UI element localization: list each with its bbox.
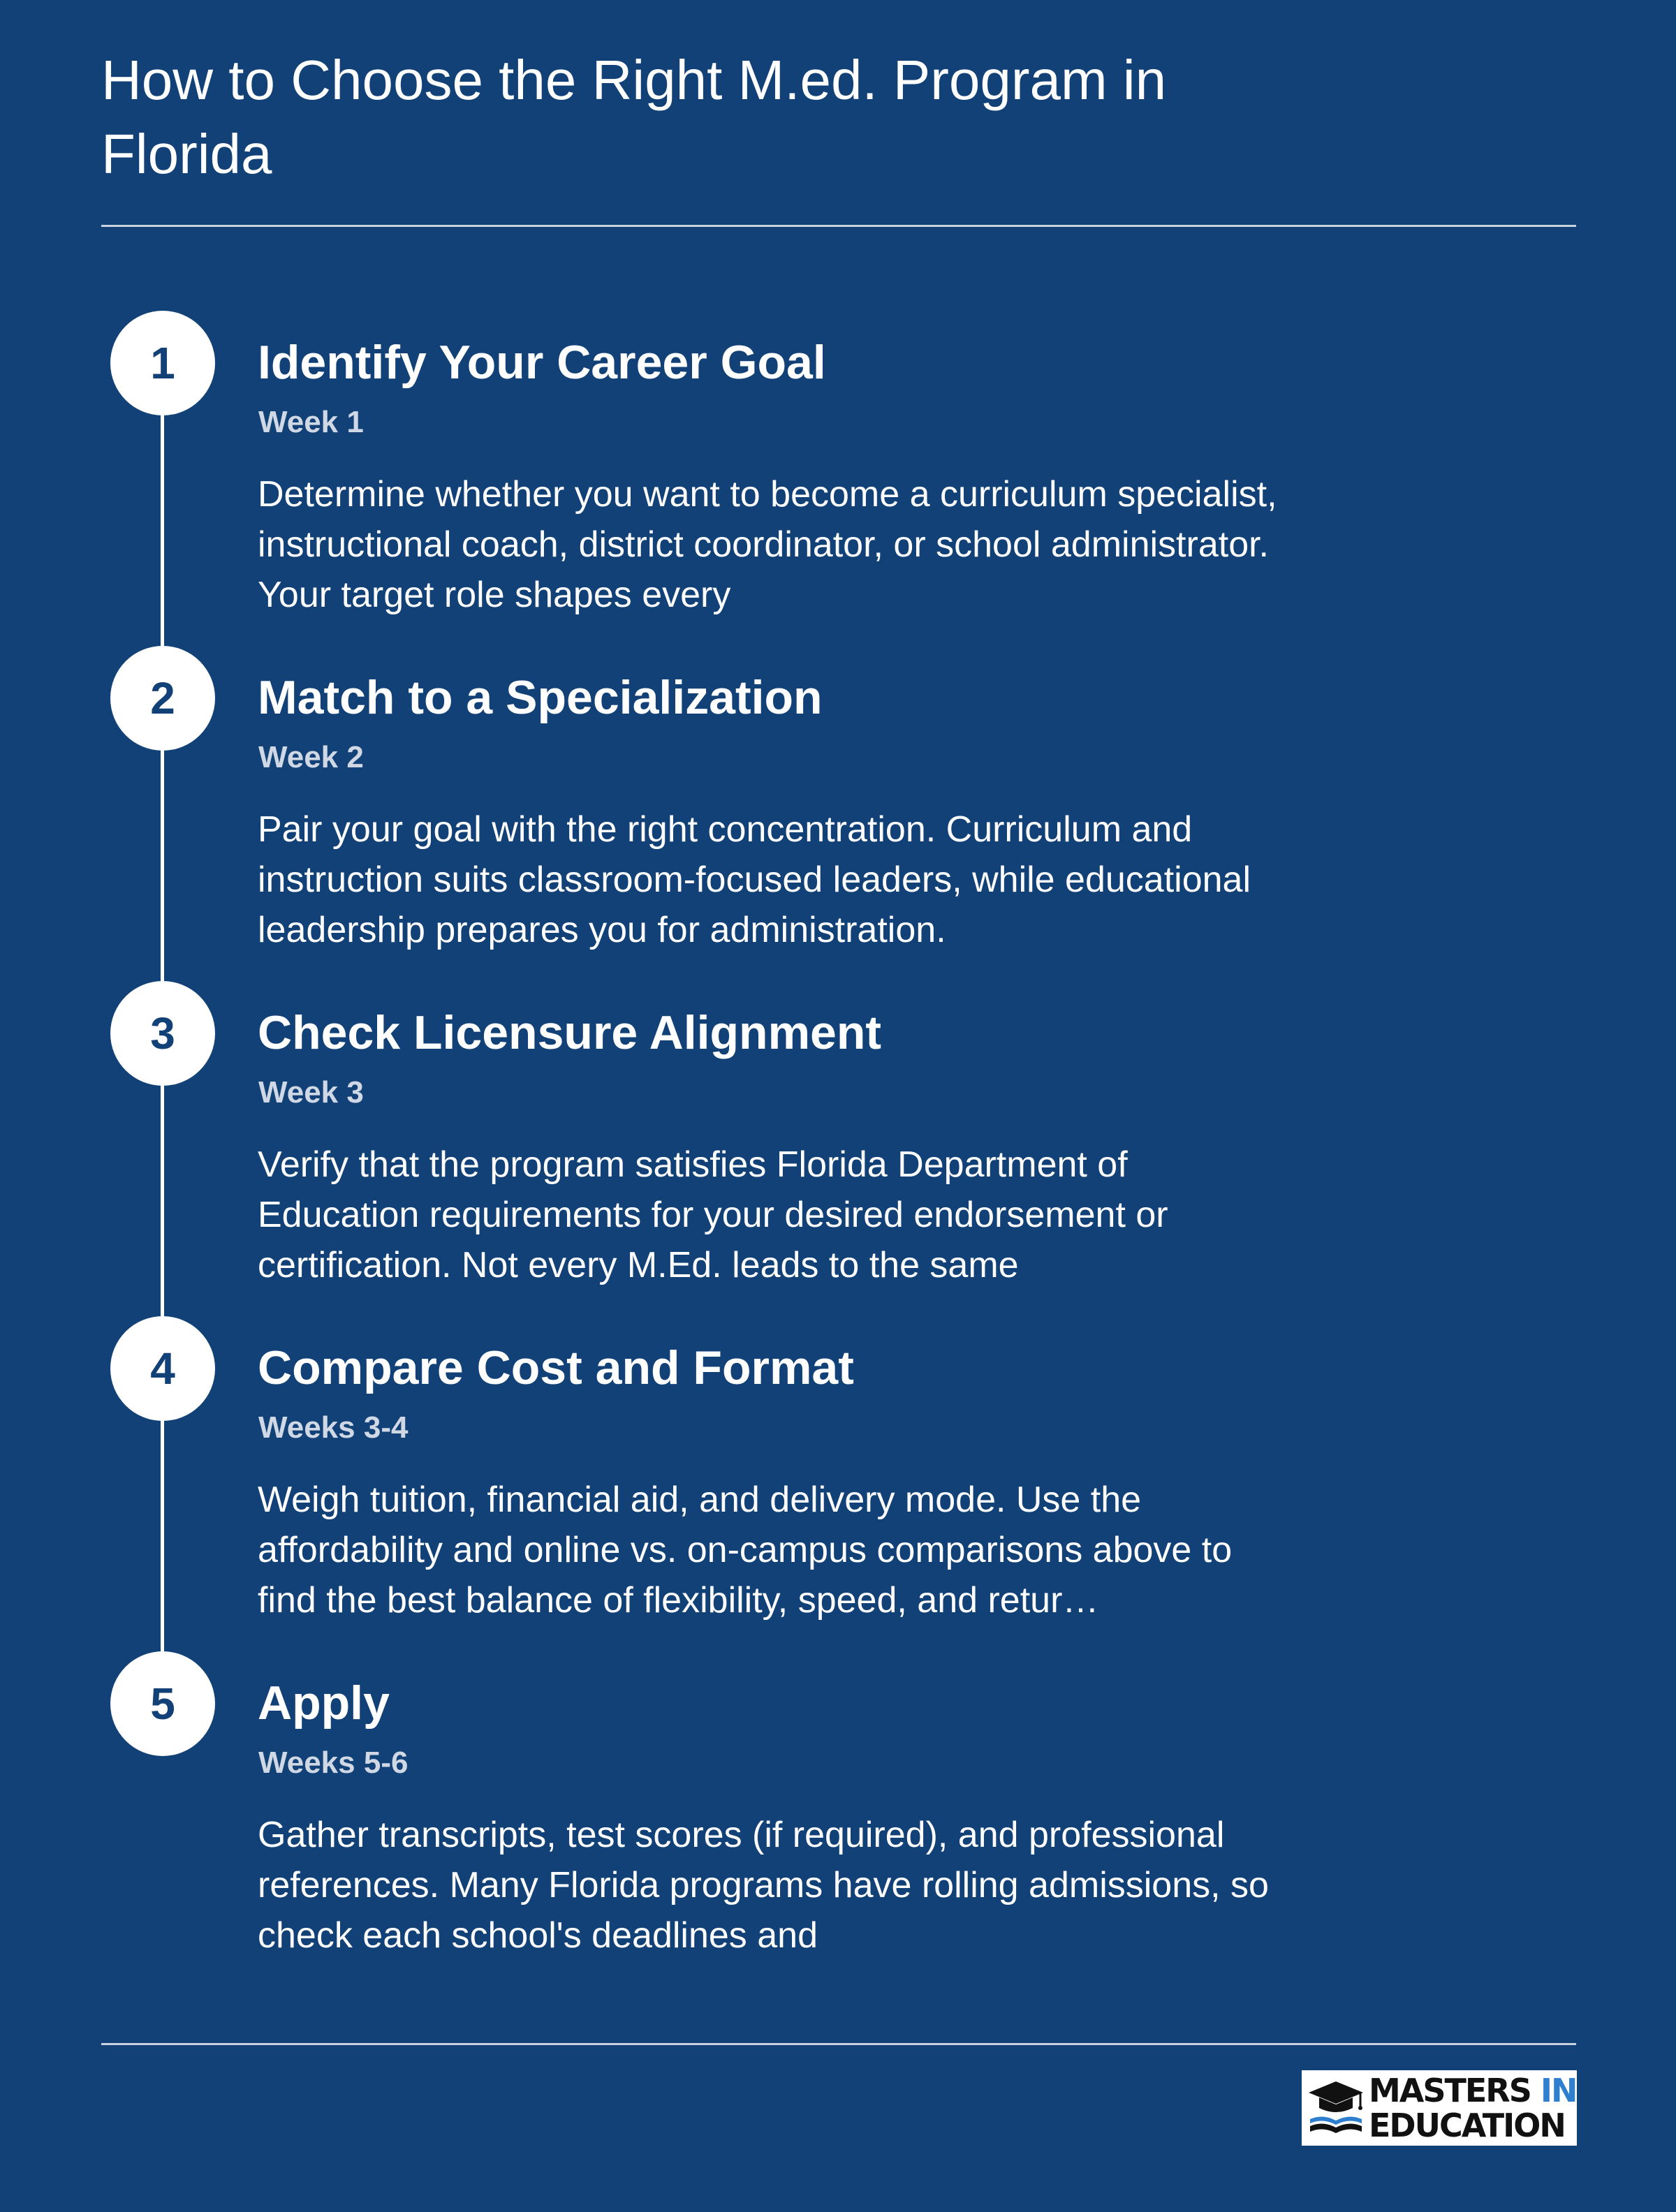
step-title: Check Licensure Alignment (258, 1006, 882, 1059)
step-week: Weeks 3-4 (258, 1410, 409, 1445)
step-description: Pair your goal with the right concentration. Curriculum and instruction suits classroom-focused leaders, while educational leadership prepares you for administration. (258, 809, 1251, 950)
step-week: Week 3 (258, 1075, 364, 1109)
step-number-badge: 2 (110, 646, 215, 751)
graduation-cap-book-icon (1307, 2080, 1365, 2136)
step-title: Identify Your Career Goal (258, 336, 826, 389)
page-title: How to Choose the Right M.ed. Program in Florida (101, 49, 1167, 185)
masters-in-education-logo (1302, 2070, 1577, 2146)
step-title: Match to a Specialization (258, 671, 823, 724)
step-description: Weigh tuition, financial aid, and delivery mode. Use the affordability and online vs. on-campus comparisons above to find the best balance of flexibility, speed, and retur… (258, 1480, 1233, 1621)
logo-word-masters: MASTERS (1369, 2072, 1541, 2109)
step-week: Weeks 5-6 (258, 1746, 409, 1780)
step-number-badge: 1 (110, 311, 215, 415)
bottom-divider (101, 2043, 1576, 2045)
logo-word-in: IN (1540, 2072, 1577, 2109)
step-week: Week 2 (258, 740, 364, 774)
logo-wordmark (1369, 2073, 1577, 2143)
step-number-badge: 4 (110, 1316, 215, 1421)
step-title: Compare Cost and Format (258, 1341, 854, 1394)
step-week: Week 1 (258, 405, 364, 439)
step-number-badge: 3 (110, 981, 215, 1086)
step-description: Verify that the program satisfies Florida Department of Education requirements for your desired endorsement or certification. Not every M.Ed. leads to the same (258, 1144, 1168, 1285)
step-title: Apply (258, 1676, 390, 1730)
step-description: Determine whether you want to become a curriculum specialist, instructional coach, district coordinator, or school administrator. Your target role shapes every (258, 474, 1277, 615)
top-divider (101, 225, 1576, 227)
logo-word-education: EDUCATION (1369, 2107, 1565, 2144)
step-number-badge: 5 (110, 1651, 215, 1756)
step-description: Gather transcripts, test scores (if required), and professional references. Many Florida programs have rolling admissions, so check each school's deadlines and (258, 1815, 1269, 1956)
